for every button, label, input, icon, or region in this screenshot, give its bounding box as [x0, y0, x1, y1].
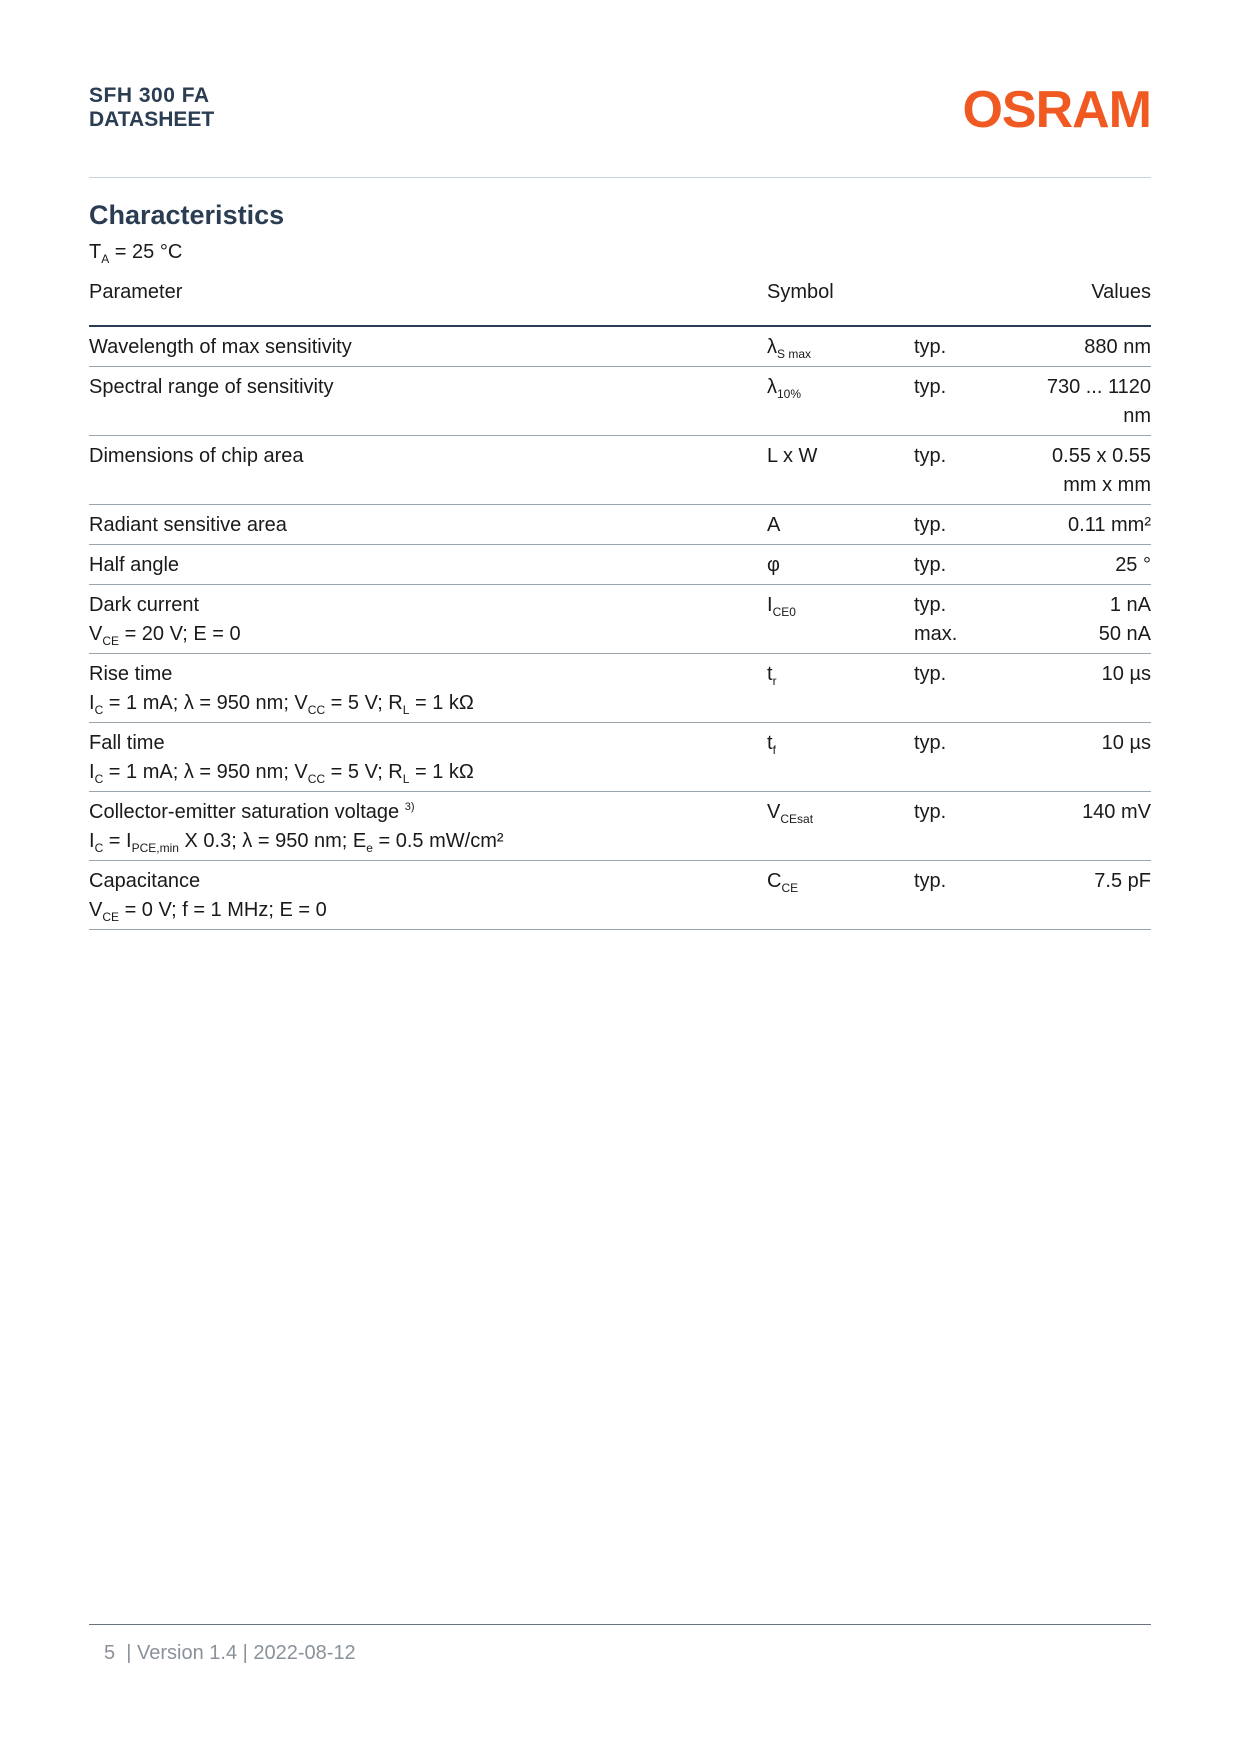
header-values: Values [1091, 281, 1151, 303]
table-row: Capacitance $V_{CE} = 0$ V; f = 1 MHz; E = 0 $C_{CE}$ typ. 7.5 pF [89, 861, 1151, 930]
version-info: | Version 1.4 | 2022-08-12 [126, 1642, 356, 1664]
footer-divider [89, 1624, 1151, 1625]
section-title: Characteristics [89, 200, 285, 230]
table-row: Fall time $I_C = 1$ mA; λ = 950 nm; $V_{CC} = 5$ V; $R_L = 1$ kΩ $t_f$ typ. 10 µs [89, 723, 1151, 792]
header-symbol: Symbol [767, 281, 834, 303]
page-number: 5 [104, 1642, 116, 1664]
header-divider [89, 177, 1151, 178]
table-row: Dimensions of chip area L x W typ. 0.55 x 0.55 mm x mm [89, 436, 1151, 505]
test-condition: $T_A = 25$ °C [89, 241, 183, 266]
brand-logo: OSRAM [962, 81, 1151, 139]
table-header [89, 281, 1151, 327]
table-row: Rise time $I_C = 1$ mA; λ = 950 nm; $V_{CC} = 5$ V; $R_L = 1$ kΩ $t_r$ typ. 10 µs [89, 654, 1151, 723]
header-parameter: Parameter [89, 281, 183, 303]
table-row: Radiant sensitive area A typ. 0.11 mm² [89, 505, 1151, 545]
table-row: Wavelength of max sensitivity $\lambda_{S max}$ typ. 880 nm [89, 327, 1151, 367]
footnote-ref: 3) [404, 801, 415, 813]
table-row: Dark current $V_{CE} = 20$ V; E = 0 $I_{CE0}$ typ. max. 1 nA 50 nA [89, 585, 1151, 654]
characteristics-table [89, 281, 1151, 930]
table-row: Spectral range of sensitivity $\lambda_{10\%}$ typ. 730 ... 1120 nm [89, 367, 1151, 436]
table-row: Half angle φ typ. 25 ° [89, 545, 1151, 585]
document-type: DATASHEET [89, 108, 215, 131]
doc-header [89, 84, 214, 132]
product-name: SFH 300 FA [89, 84, 210, 107]
table-row: Collector-emitter saturation voltage $^{3)}$ $I_C = I_{PCE,min}$ X 0.3; λ = 950 nm; $E_e = 0.5$ mW/cm² $V_{CEsat}$ typ. 140 mV [89, 792, 1151, 861]
page-footer [104, 1642, 356, 1665]
